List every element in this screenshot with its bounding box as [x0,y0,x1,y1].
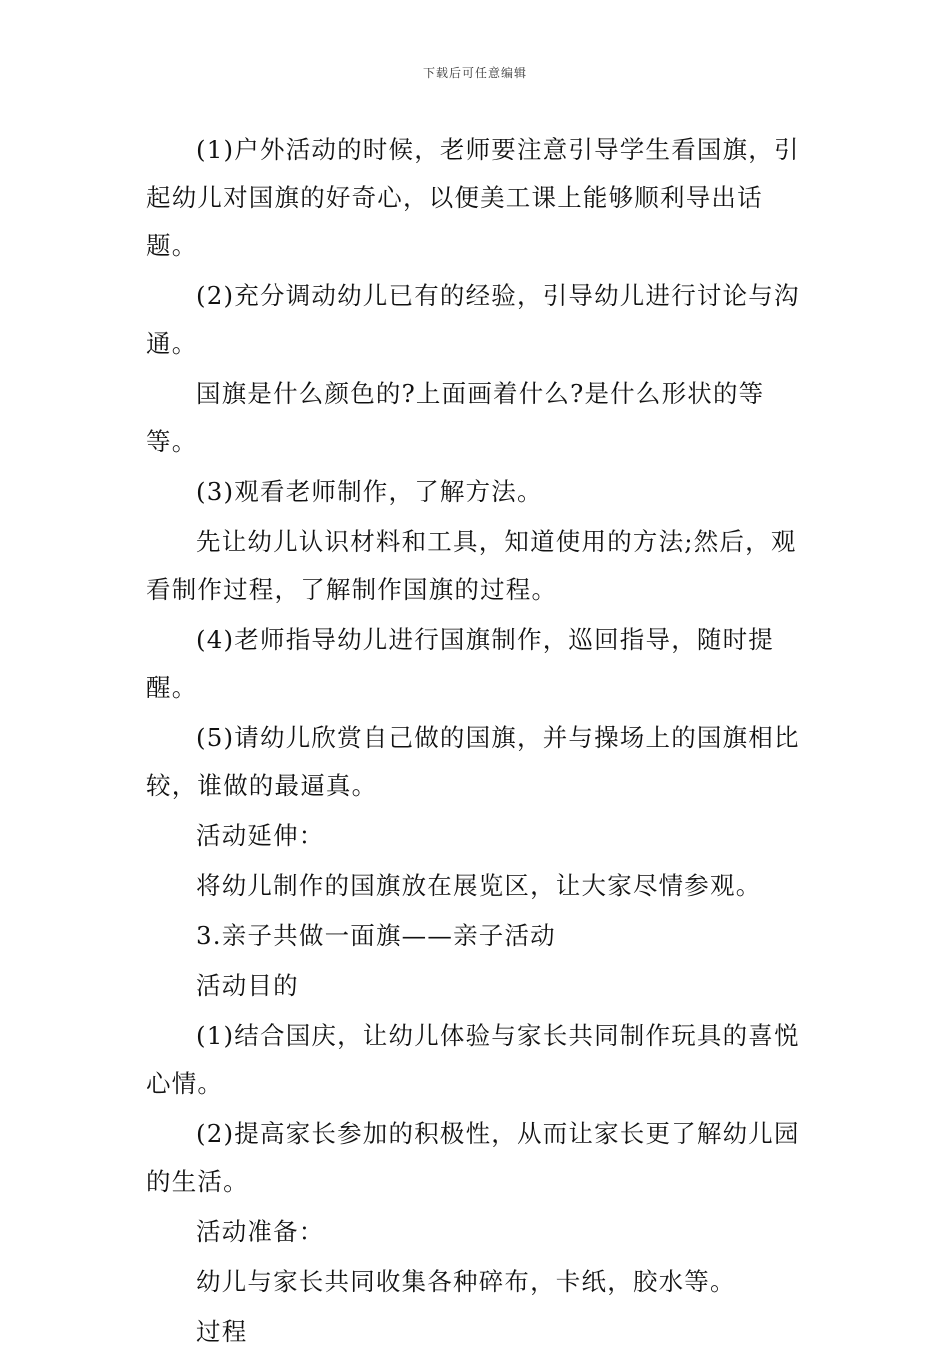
section-heading: 3.亲子共做一面旗——亲子活动 [196,921,556,950]
paragraph: (5)请幼儿欣赏自己做的国旗，并与操场上的国旗相比较，谁做的最逼真。 [146,723,800,800]
paragraph: 将幼儿制作的国旗放在展览区，让大家尽情参观。 [196,871,762,900]
paragraph: (2)提高家长参加的积极性，从而让家长更了解幼儿园的生活。 [146,1119,800,1196]
page-header: 下载后可任意编辑 [422,66,527,80]
document-body [146,126,808,1358]
paragraph: (4)老师指导幼儿进行国旗制作，巡回指导，随时提醒。 [146,625,775,702]
paragraph: 幼儿与家长共同收集各种碎布，卡纸，胶水等。 [196,1267,736,1296]
paragraph: (2)充分调动幼儿已有的经验，引导幼儿进行讨论与沟通。 [146,281,800,358]
paragraph: 国旗是什么颜色的?上面画着什么?是什么形状的等等。 [146,379,765,456]
paragraph: 活动延伸： [196,821,325,850]
paragraph: 先让幼儿认识材料和工具，知道使用的方法;然后，观看制作过程，了解制作国旗的过程。 [146,527,797,604]
paragraph: (1)户外活动的时候，老师要注意引导学生看国旗，引起幼儿对国旗的好奇心，以便美工课上能够顺利导出话题。 [146,135,800,260]
paragraph: 过程 [196,1317,248,1346]
paragraph: (3)观看老师制作，了解方法。 [196,477,543,506]
paragraph: 活动准备： [196,1217,325,1246]
paragraph: (1)结合国庆，让幼儿体验与家长共同制作玩具的喜悦心情。 [146,1021,800,1098]
paragraph: 活动目的 [196,971,299,1000]
